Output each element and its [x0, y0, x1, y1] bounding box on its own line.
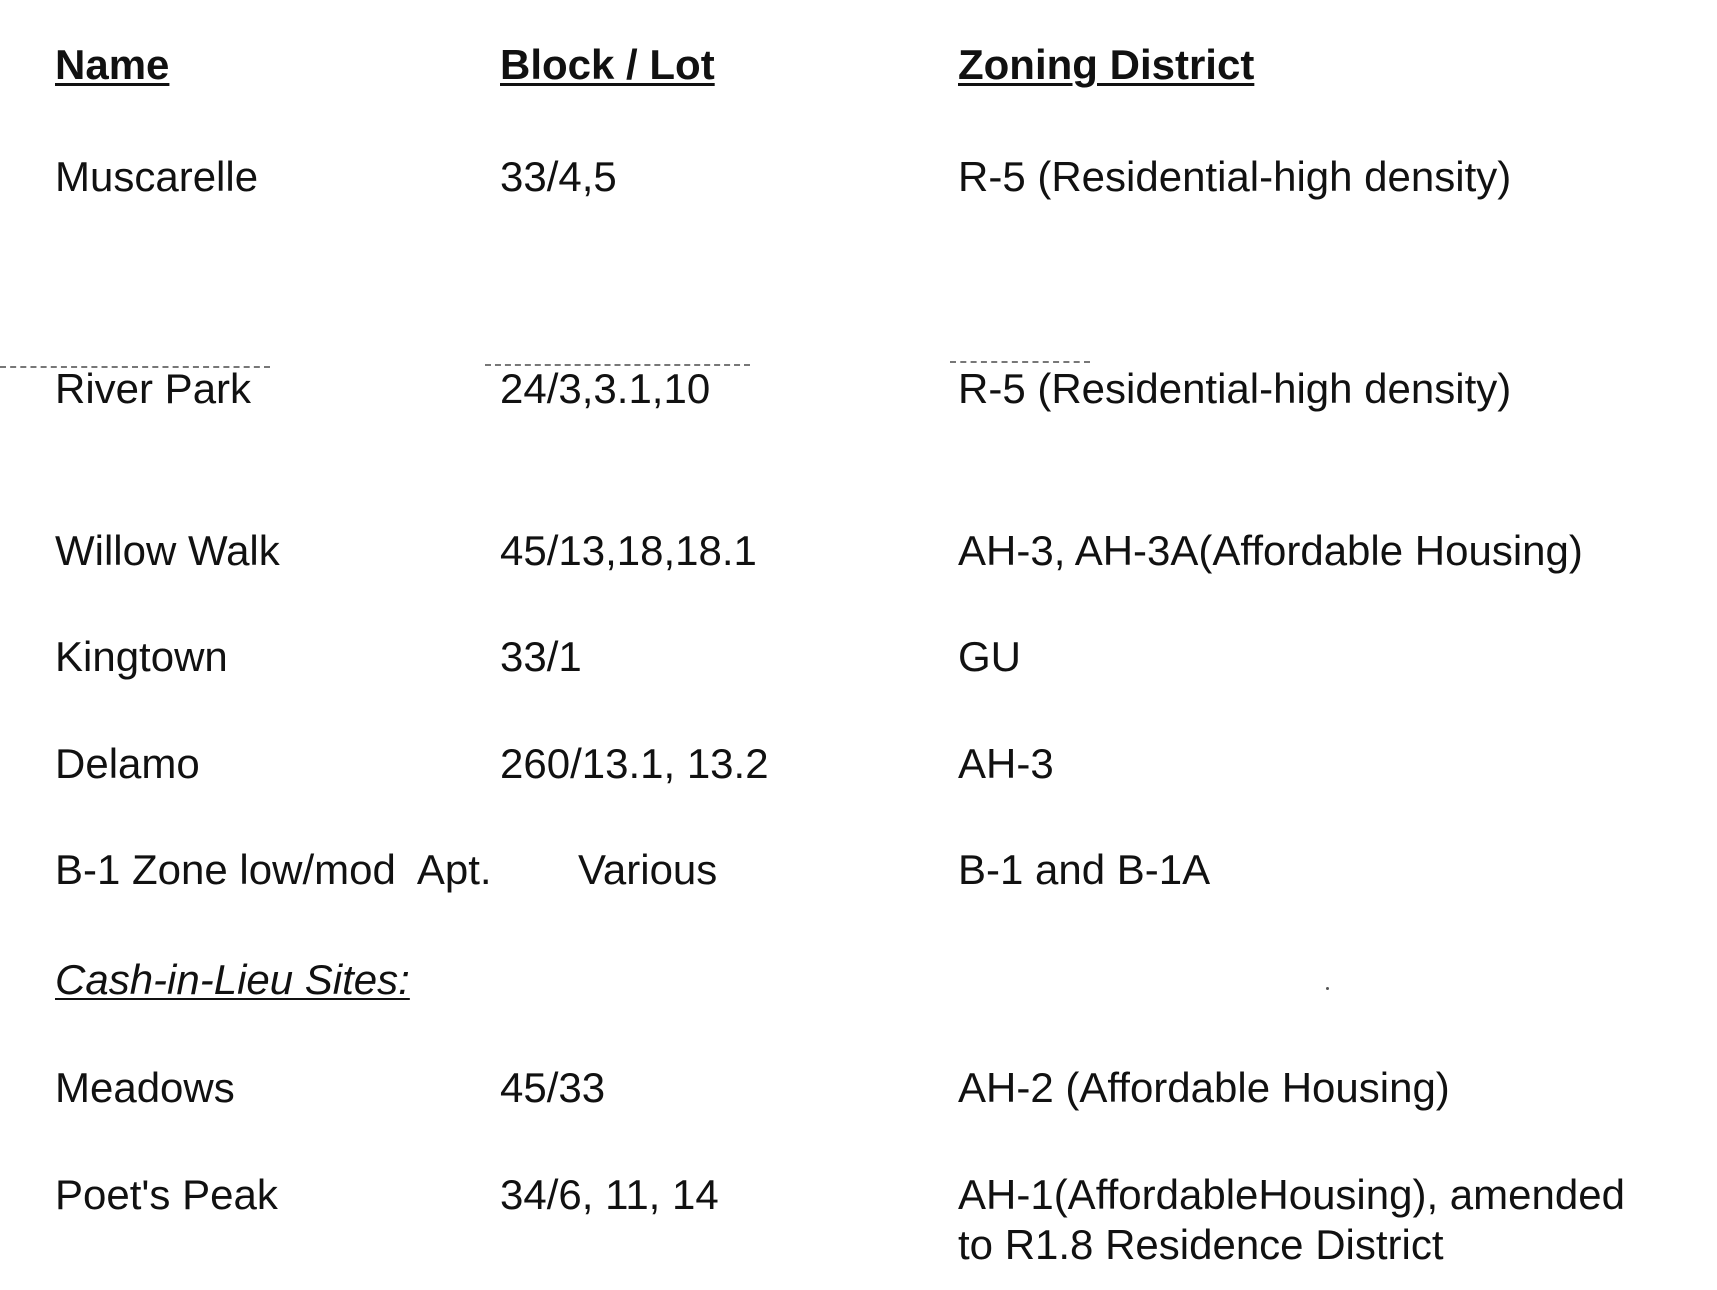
row-block-lot: Various: [578, 846, 718, 893]
row-zoning: AH-2 (Affordable Housing): [958, 1064, 1450, 1111]
header-zoning-district: Zoning District: [958, 41, 1255, 88]
row-zoning: B-1 and B-1A: [958, 846, 1211, 893]
row-zoning: R-5 (Residential-high density): [958, 153, 1512, 200]
row-name: Delamo: [55, 740, 200, 787]
row-name: River Park: [55, 365, 252, 412]
row-block-lot: 260/13.1, 13.2: [500, 740, 769, 787]
row-zoning: AH-3, AH-3A(Affordable Housing): [958, 527, 1583, 574]
row-zoning: GU: [958, 633, 1021, 680]
row-zoning: R-5 (Residential-high density): [958, 365, 1512, 412]
row-block-lot: 45/13,18,18.1: [500, 527, 757, 574]
row-name: Kingtown: [55, 633, 228, 680]
scan-artifact-line: [950, 361, 1090, 363]
row-name: Poet's Peak: [55, 1171, 278, 1218]
scan-artifact-dot: [1326, 987, 1329, 990]
row-name: Willow Walk: [55, 527, 280, 574]
row-zoning: AH-3: [958, 740, 1054, 787]
row-zoning-line1: AH-1(AffordableHousing), amended: [958, 1171, 1625, 1218]
header-block-lot: Block / Lot: [500, 41, 715, 88]
row-block-lot: 45/33: [500, 1064, 606, 1111]
row-name: Meadows: [55, 1064, 235, 1111]
row-block-lot: 33/4,5: [500, 153, 617, 200]
row-zoning-line2: to R1.8 Residence District: [958, 1221, 1444, 1268]
row-name: Muscarelle: [55, 153, 259, 200]
row-name: B-1 Zone low/mod Apt.: [55, 846, 492, 893]
cash-in-lieu-heading: Cash-in-Lieu Sites:: [55, 956, 410, 1003]
row-block-lot: 34/6, 11, 14: [500, 1171, 719, 1218]
row-block-lot: 24/3,3.1,10: [500, 365, 711, 412]
row-block-lot: 33/1: [500, 633, 582, 680]
header-name: Name: [55, 41, 170, 88]
